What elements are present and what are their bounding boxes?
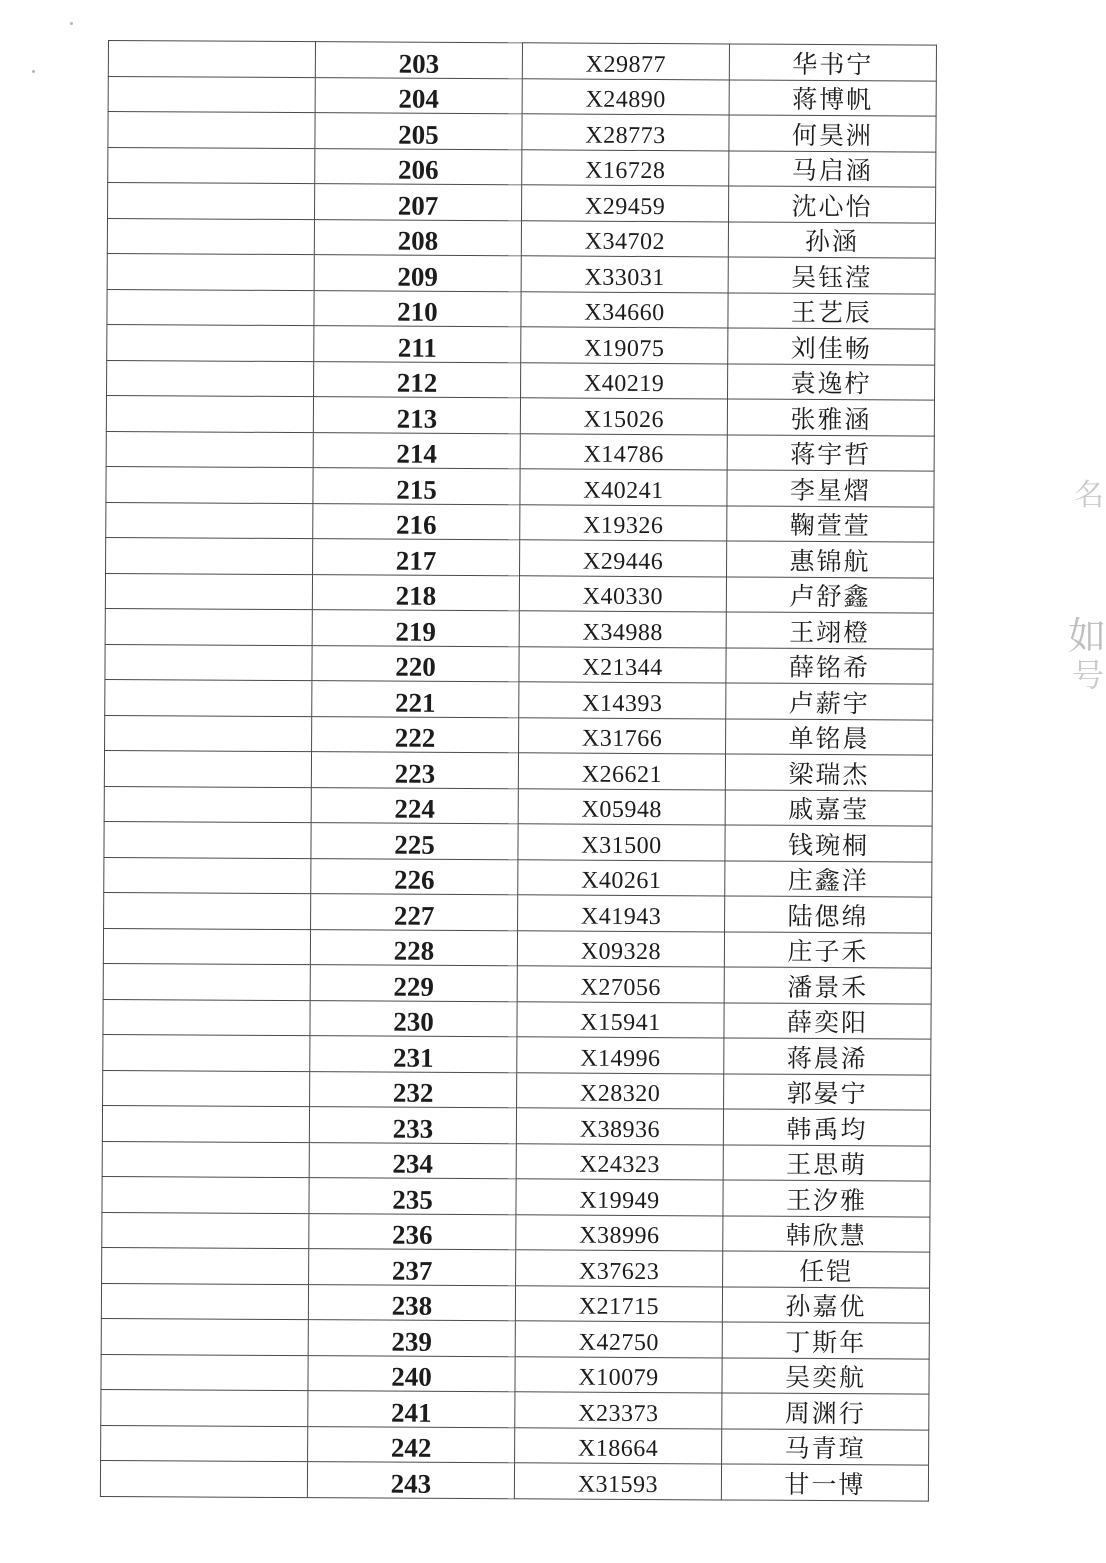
empty-cell [105, 715, 312, 752]
table-row [106, 537, 934, 577]
student-code-cell: X40330 [519, 575, 726, 612]
student-code-cell: X21344 [519, 646, 726, 683]
student-code-cell: X31500 [518, 824, 725, 861]
student-code-cell: X40219 [521, 362, 728, 399]
table-row [104, 857, 932, 897]
table-row [103, 1034, 931, 1074]
empty-cell [102, 1141, 309, 1178]
row-number-cell: 227 [311, 894, 518, 931]
table-row [103, 1070, 931, 1110]
table-row [105, 573, 933, 613]
empty-cell [108, 147, 315, 184]
student-roster-table [100, 40, 937, 1501]
student-name-cell: 王汐雅 [723, 1180, 930, 1217]
row-number-cell: 237 [309, 1249, 516, 1286]
student-code-cell: X24890 [522, 78, 729, 115]
row-number-cell: 219 [312, 610, 519, 647]
student-name-cell: 孙涵 [728, 221, 935, 258]
empty-cell [104, 750, 311, 787]
table-row [102, 1247, 930, 1287]
student-code-cell: X28320 [517, 1072, 724, 1109]
student-name-cell: 何昊洲 [729, 115, 936, 152]
empty-cell [107, 324, 314, 361]
empty-cell [106, 431, 313, 468]
bleed-through-mark: 名 [1074, 478, 1104, 513]
empty-cell [104, 821, 311, 858]
row-number-cell: 241 [308, 1391, 515, 1428]
student-name-cell: 沈心怡 [728, 186, 935, 223]
empty-cell [106, 395, 313, 432]
empty-cell [101, 1283, 308, 1320]
student-name-cell: 戚嘉莹 [725, 789, 932, 826]
table-row [105, 608, 933, 648]
student-name-cell: 单铭晨 [726, 718, 933, 755]
student-code-cell: X29446 [520, 540, 727, 577]
empty-cell [107, 253, 314, 290]
row-number-cell: 213 [313, 397, 520, 434]
student-code-cell: X34660 [521, 291, 728, 328]
empty-cell [105, 679, 312, 716]
row-number-cell: 235 [309, 1178, 516, 1215]
empty-cell [108, 76, 315, 113]
student-code-cell: X34702 [521, 220, 728, 257]
student-name-cell: 周渊行 [722, 1393, 929, 1430]
student-name-cell: 鞠萱萱 [727, 505, 934, 542]
table-row [106, 395, 934, 435]
student-code-cell: X29459 [521, 185, 728, 222]
empty-cell [102, 1105, 309, 1142]
empty-cell [104, 892, 311, 929]
student-name-cell: 薛奕阳 [724, 1002, 931, 1039]
student-code-cell: X31766 [519, 717, 726, 754]
empty-cell [103, 963, 310, 1000]
student-code-cell: X31593 [514, 1463, 721, 1500]
student-name-cell: 庄子禾 [724, 931, 931, 968]
table-row [102, 1141, 930, 1181]
student-code-cell: X05948 [518, 788, 725, 825]
table-row [103, 999, 931, 1039]
table-row [101, 1318, 929, 1358]
student-code-cell: X26621 [518, 753, 725, 790]
table-row [108, 76, 936, 116]
student-name-cell: 蒋博帆 [729, 79, 936, 116]
empty-cell [103, 1034, 310, 1071]
student-name-cell: 蒋宇哲 [727, 434, 934, 471]
student-name-cell: 陆偲绵 [725, 896, 932, 933]
row-number-cell: 216 [313, 503, 520, 540]
row-number-cell: 215 [313, 468, 520, 505]
student-code-cell: X19949 [516, 1179, 723, 1216]
student-code-cell: X42750 [515, 1321, 722, 1358]
student-code-cell: X19326 [520, 504, 727, 541]
empty-cell [105, 608, 312, 645]
student-name-cell: 蒋晨浠 [724, 1038, 931, 1075]
table-row [105, 715, 933, 755]
student-code-cell: X10079 [515, 1356, 722, 1393]
row-number-cell: 208 [314, 219, 521, 256]
table-row [108, 111, 936, 151]
table-row [101, 1389, 929, 1429]
empty-cell [108, 40, 315, 77]
empty-cell [105, 573, 312, 610]
empty-cell [107, 218, 314, 255]
row-number-cell: 238 [308, 1284, 515, 1321]
row-number-cell: 211 [314, 326, 521, 363]
student-code-cell: X37623 [516, 1250, 723, 1287]
student-code-cell: X33031 [521, 256, 728, 293]
student-name-cell: 王思萌 [723, 1144, 930, 1181]
student-code-cell: X28773 [522, 114, 729, 151]
student-code-cell: X38996 [516, 1214, 723, 1251]
empty-cell [104, 786, 311, 823]
empty-cell [101, 1389, 308, 1426]
empty-cell [103, 999, 310, 1036]
student-name-cell: 卢薪宇 [726, 683, 933, 720]
student-code-cell: X16728 [522, 149, 729, 186]
student-code-cell: X38936 [516, 1108, 723, 1145]
row-number-cell: 209 [314, 255, 521, 292]
empty-cell [100, 1460, 307, 1497]
student-code-cell: X21715 [515, 1285, 722, 1322]
student-name-cell: 袁逸柠 [728, 363, 935, 400]
student-name-cell: 张雅涵 [727, 399, 934, 436]
row-number-cell: 243 [307, 1462, 514, 1499]
row-number-cell: 230 [310, 1000, 517, 1037]
row-number-cell: 224 [311, 787, 518, 824]
student-code-cell: X41943 [518, 895, 725, 932]
table-row [106, 466, 934, 506]
table-row [102, 1105, 930, 1145]
row-number-cell: 212 [314, 361, 521, 398]
student-name-cell: 韩禹均 [723, 1109, 930, 1146]
row-number-cell: 223 [311, 752, 518, 789]
row-number-cell: 220 [312, 645, 519, 682]
row-number-cell: 203 [315, 42, 522, 79]
row-number-cell: 214 [313, 432, 520, 469]
scan-speck [70, 22, 73, 25]
row-number-cell: 210 [314, 290, 521, 327]
empty-cell [106, 537, 313, 574]
student-name-cell: 任铠 [723, 1251, 930, 1288]
row-number-cell: 236 [309, 1213, 516, 1250]
student-name-cell: 潘景禾 [724, 967, 931, 1004]
student-name-cell: 刘佳畅 [728, 328, 935, 365]
table-row [108, 182, 936, 222]
empty-cell [108, 182, 315, 219]
student-name-cell: 吴钰滢 [728, 257, 935, 294]
row-number-cell: 221 [312, 681, 519, 718]
empty-cell [106, 466, 313, 503]
row-number-cell: 217 [313, 539, 520, 576]
student-name-cell: 孙嘉优 [722, 1286, 929, 1323]
row-number-cell: 232 [310, 1071, 517, 1108]
row-number-cell: 206 [315, 148, 522, 185]
table-row [107, 218, 935, 258]
table-row [101, 1425, 929, 1465]
row-number-cell: 242 [308, 1426, 515, 1463]
empty-cell [103, 928, 310, 965]
student-code-cell: X29877 [522, 43, 729, 80]
table-row [107, 360, 935, 400]
table-row [108, 40, 936, 80]
empty-cell [101, 1318, 308, 1355]
row-number-cell: 226 [311, 858, 518, 895]
student-code-cell: X15941 [517, 1001, 724, 1038]
row-number-cell: 204 [315, 77, 522, 114]
student-name-cell: 王艺辰 [728, 292, 935, 329]
table-row [103, 963, 931, 1003]
bleed-through-mark: 如 [1068, 614, 1106, 658]
row-number-cell: 240 [308, 1355, 515, 1392]
student-name-cell: 惠锦航 [727, 541, 934, 578]
student-name-cell: 钱琬桐 [725, 825, 932, 862]
student-code-cell: X15026 [520, 398, 727, 435]
student-name-cell: 华书宁 [729, 44, 936, 81]
bleed-through-mark: 号 [1072, 656, 1105, 694]
row-number-cell: 225 [311, 823, 518, 860]
table-row [102, 1212, 930, 1252]
student-name-cell: 薛铭希 [726, 647, 933, 684]
table-row [107, 289, 935, 329]
table-row [104, 821, 932, 861]
table-row [105, 679, 933, 719]
table-row [105, 644, 933, 684]
student-code-cell: X14786 [520, 433, 727, 470]
empty-cell [101, 1425, 308, 1462]
table-row [104, 786, 932, 826]
row-number-cell: 231 [310, 1036, 517, 1073]
row-number-cell: 239 [308, 1320, 515, 1357]
empty-cell [102, 1176, 309, 1213]
empty-cell [103, 1070, 310, 1107]
table-row [104, 750, 932, 790]
student-code-cell: X18664 [515, 1427, 722, 1464]
table-row [107, 324, 935, 364]
student-code-cell: X34988 [519, 611, 726, 648]
empty-cell [105, 644, 312, 681]
table-row [108, 147, 936, 187]
roster-body [100, 40, 936, 1500]
empty-cell [104, 857, 311, 894]
table-row [101, 1283, 929, 1323]
student-code-cell: X40261 [518, 859, 725, 896]
student-name-cell: 甘一博 [721, 1464, 928, 1501]
student-code-cell: X24323 [516, 1143, 723, 1180]
row-number-cell: 218 [312, 574, 519, 611]
student-name-cell: 马启涵 [729, 150, 936, 187]
student-name-cell: 王翊橙 [726, 612, 933, 649]
empty-cell [101, 1354, 308, 1391]
student-name-cell: 郭晏宁 [724, 1073, 931, 1110]
student-code-cell: X14996 [517, 1037, 724, 1074]
student-code-cell: X27056 [517, 966, 724, 1003]
scan-speck [32, 70, 35, 73]
table-row [101, 1354, 929, 1394]
empty-cell [102, 1247, 309, 1284]
table-row [106, 431, 934, 471]
student-code-cell: X09328 [517, 930, 724, 967]
empty-cell [107, 360, 314, 397]
table-row [102, 1176, 930, 1216]
table-row [106, 502, 934, 542]
student-name-cell: 庄鑫洋 [725, 860, 932, 897]
empty-cell [107, 289, 314, 326]
student-name-cell: 吴奕航 [722, 1357, 929, 1394]
student-code-cell: X19075 [521, 327, 728, 364]
empty-cell [108, 111, 315, 148]
table-row [103, 928, 931, 968]
student-name-cell: 卢舒鑫 [726, 576, 933, 613]
empty-cell [106, 502, 313, 539]
row-number-cell: 229 [310, 965, 517, 1002]
row-number-cell: 207 [315, 184, 522, 221]
student-name-cell: 马青瑄 [722, 1428, 929, 1465]
row-number-cell: 205 [315, 113, 522, 150]
row-number-cell: 222 [312, 716, 519, 753]
row-number-cell: 234 [309, 1142, 516, 1179]
table-row [104, 892, 932, 932]
student-code-cell: X40241 [520, 469, 727, 506]
row-number-cell: 228 [310, 929, 517, 966]
empty-cell [102, 1212, 309, 1249]
student-name-cell: 梁瑞杰 [725, 754, 932, 791]
table-row [107, 253, 935, 293]
student-name-cell: 韩欣慧 [723, 1215, 930, 1252]
row-number-cell: 233 [309, 1107, 516, 1144]
table-row [100, 1460, 928, 1500]
student-name-cell: 丁斯年 [722, 1322, 929, 1359]
student-name-cell: 李星熠 [727, 470, 934, 507]
student-code-cell: X14393 [519, 682, 726, 719]
student-code-cell: X23373 [515, 1392, 722, 1429]
